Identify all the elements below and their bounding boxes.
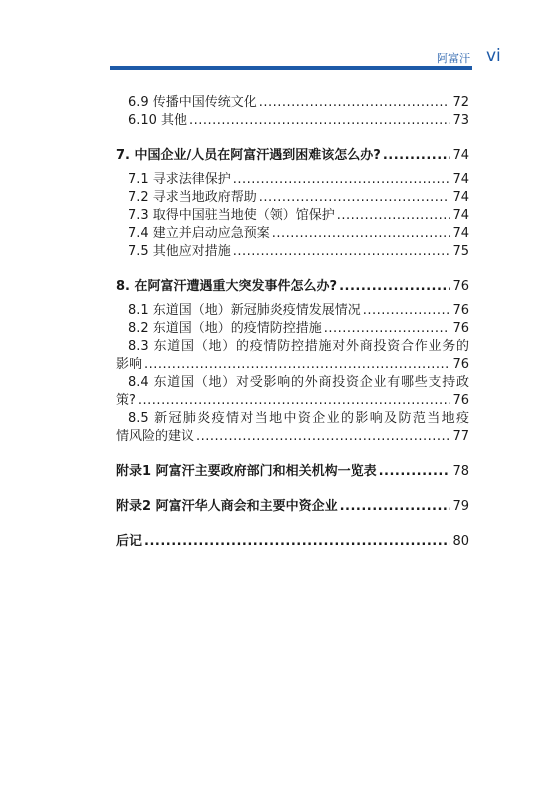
toc-page-number: 74 (452, 226, 469, 241)
toc-afterword-title: 后记 (116, 534, 143, 549)
toc-entry-title-line2: 情风险的建议 (116, 429, 195, 444)
running-header-title: 阿富汗 (437, 52, 470, 65)
toc-entry-7-4: 7.4 建立并启动应急预案 ..... 74 (116, 225, 469, 243)
toc-entry-8-2: 8.2 东道国（地）的疫情防控措施 ..... 76 (116, 320, 469, 338)
toc-page-number: 74 (452, 190, 469, 205)
page-number: vi (486, 46, 501, 66)
dot-leader (144, 356, 450, 374)
toc-entry-7-3: 7.3 取得中国驻当地使（领）馆保护 ..... 74 (116, 207, 469, 225)
toc-entry-6-9: 6.9 传播中国传统文化 ..... 72 (116, 94, 469, 112)
toc-page-number: 74 (452, 148, 469, 163)
toc-chapter-title: 8. 在阿富汗遭遇重大突发事件怎么办? (116, 279, 338, 294)
toc-entry-title-line2: 影响 (116, 357, 143, 372)
toc-entry-7-2: 7.2 寻求当地政府帮助 ..... 74 (116, 189, 469, 207)
toc-page-number: 74 (452, 208, 469, 223)
toc-entry-title: 其他应对措施 (152, 244, 231, 259)
toc-entry-title-line1: 8.3 东道国（地）的疫情防控措施对外商投资合作业务的 (128, 339, 469, 354)
toc-page-number: 74 (452, 172, 469, 187)
toc-entry-title: 东道国（地）的疫情防控措施 (152, 321, 322, 336)
dot-leader (259, 94, 451, 112)
toc-entry-title-line1: 8.4 东道国（地）对受影响的外商投资企业有哪些支持政 (128, 375, 469, 390)
toc-entry-8-4 (116, 374, 469, 410)
dot-leader (233, 171, 451, 189)
header-rule (110, 66, 472, 70)
toc-entry-title-line1: 8.5 新冠肺炎疫情对当地中资企业的影响及防范当地疫 (128, 411, 469, 426)
toc-appendix-title: 附录2 阿富汗华人商会和主要中资企业 (116, 499, 338, 514)
toc-appendix-title: 附录1 阿富汗主要政府部门和相关机构一览表 (116, 464, 377, 479)
toc-page-number: 72 (452, 95, 469, 110)
dot-leader (189, 112, 450, 130)
toc-appendix-1 (116, 463, 469, 481)
toc-entry-title: 寻求当地政府帮助 (152, 190, 257, 205)
toc-entry-title: 传播中国传统文化 (152, 95, 257, 110)
toc-entry-title-line2: 策? (116, 393, 136, 408)
toc-chapter-7 (116, 147, 469, 165)
dot-leader (379, 463, 451, 481)
toc-page-number: 76 (452, 357, 469, 372)
toc-chapter-8 (116, 278, 469, 296)
toc-page-number: 76 (452, 393, 469, 408)
toc-entry-title: 寻求法律保护 (152, 172, 231, 187)
dot-leader (339, 278, 450, 296)
toc-entry-8-5 (116, 410, 469, 446)
toc-entry-title: 东道国（地）新冠肺炎疫情发展情况 (152, 303, 361, 318)
dot-leader (337, 207, 451, 225)
toc-page-number: 78 (452, 464, 469, 479)
toc-page-number: 77 (452, 429, 469, 444)
toc-afterword (116, 533, 469, 551)
table-of-contents (116, 94, 469, 551)
toc-entry-7-1: 7.1 寻求法律保护 ..... 74 (116, 171, 469, 189)
dot-leader (340, 498, 451, 516)
dot-leader (196, 428, 450, 446)
toc-page-number: 76 (452, 321, 469, 336)
toc-appendix-2 (116, 498, 469, 516)
toc-entry-title: 建立并启动应急预案 (152, 226, 270, 241)
dot-leader (324, 320, 451, 338)
toc-entry-6-10: 6.10 其他 ..... 73 (116, 112, 469, 130)
dot-leader (363, 302, 451, 320)
toc-page-number: 79 (452, 499, 469, 514)
toc-entry-title: 取得中国驻当地使（领）馆保护 (152, 208, 335, 223)
dot-leader (272, 225, 451, 243)
toc-entry-8-1: 8.1 东道国（地）新冠肺炎疫情发展情况 ..... 76 (116, 302, 469, 320)
toc-entry-title: 其他 (160, 113, 187, 128)
toc-page-number: 75 (452, 244, 469, 259)
toc-page-number: 80 (452, 534, 469, 549)
toc-entry-7-5: 7.5 其他应对措施 ..... 75 (116, 243, 469, 261)
dot-leader (138, 392, 451, 410)
dot-leader (144, 533, 450, 551)
toc-page-number: 76 (452, 303, 469, 318)
toc-entry-8-3 (116, 338, 469, 374)
dot-leader (383, 147, 451, 165)
toc-page-number: 76 (452, 279, 469, 294)
toc-chapter-title: 7. 中国企业/人员在阿富汗遇到困难该怎么办? (116, 148, 381, 163)
dot-leader (233, 243, 451, 261)
toc-page-number: 73 (452, 113, 469, 128)
dot-leader (259, 189, 451, 207)
